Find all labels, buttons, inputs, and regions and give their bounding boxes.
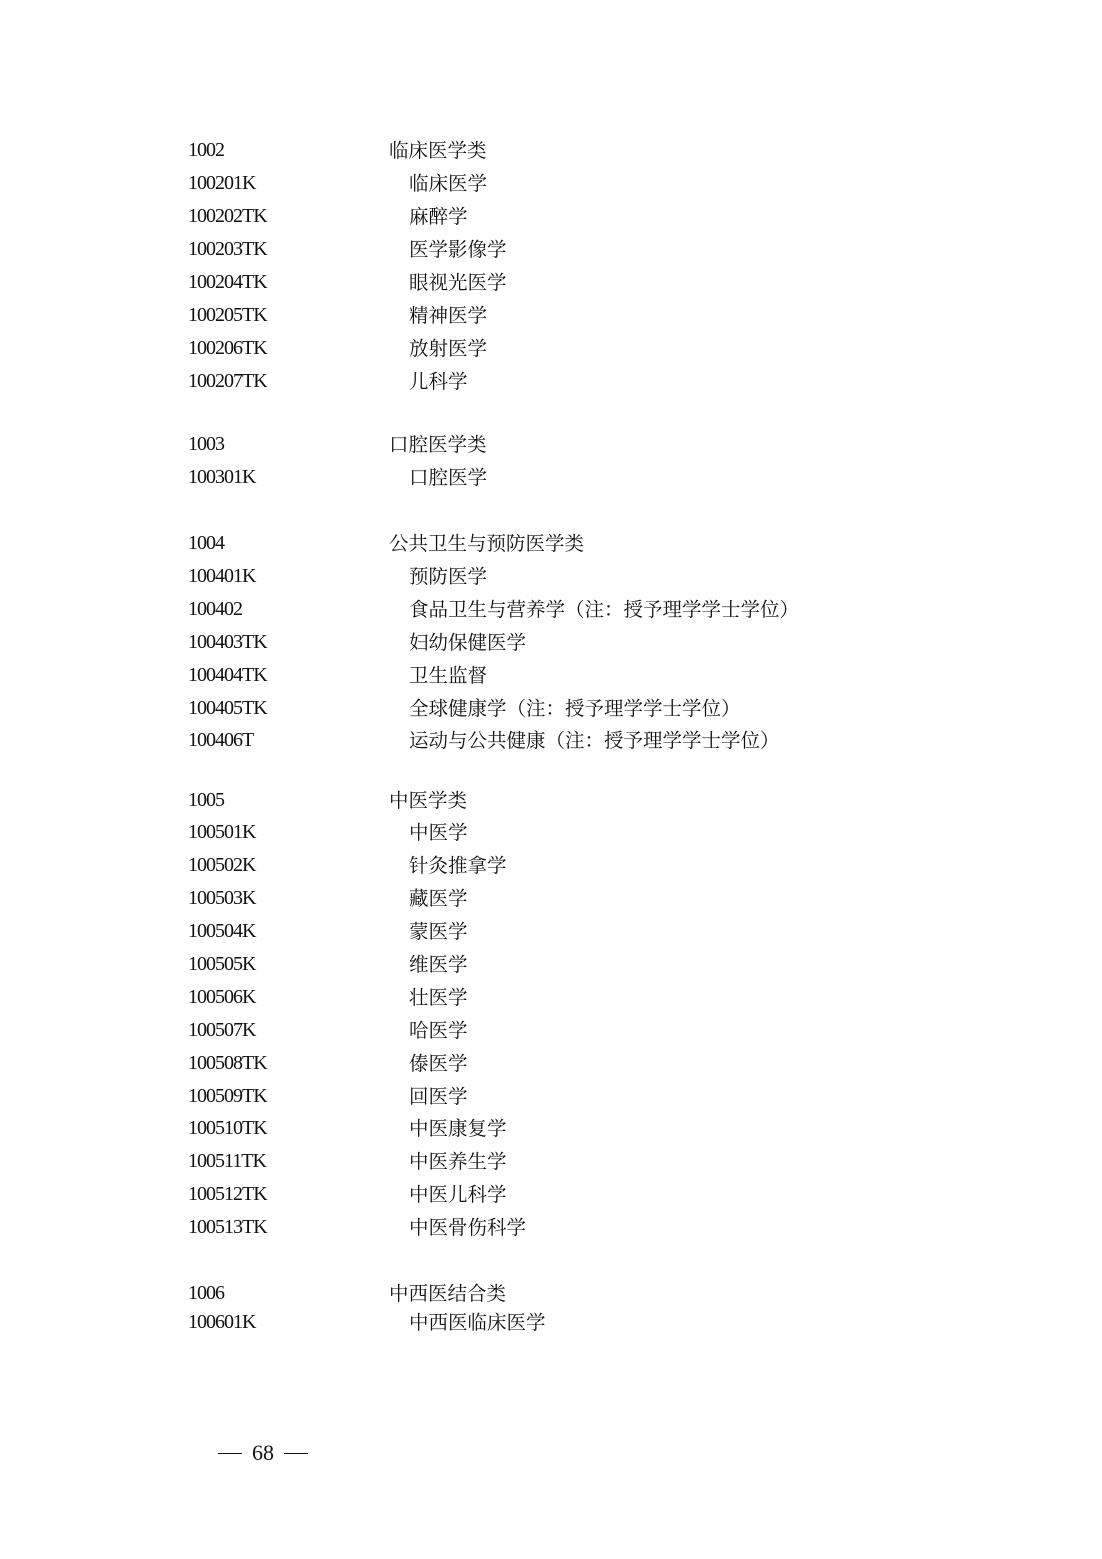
major-name: 傣医学 bbox=[409, 1052, 468, 1075]
major-row bbox=[0, 626, 1102, 659]
major-name: 壮医学 bbox=[409, 986, 468, 1009]
category-row bbox=[0, 784, 1102, 817]
page-number-text: 68 bbox=[252, 1440, 274, 1465]
major-code: 100301K bbox=[188, 466, 256, 488]
major-code: 100203TK bbox=[188, 238, 267, 260]
major-code: 100506K bbox=[188, 986, 256, 1008]
major-name: 儿科学 bbox=[409, 370, 468, 393]
major-row bbox=[0, 200, 1102, 233]
dash-right bbox=[284, 1453, 308, 1454]
major-code: 100507K bbox=[188, 1019, 256, 1041]
major-code: 100404TK bbox=[188, 664, 267, 686]
major-row bbox=[0, 1014, 1102, 1047]
major-name: 中医康复学 bbox=[409, 1117, 507, 1140]
major-name: 中医骨伤科学 bbox=[409, 1216, 527, 1239]
major-row bbox=[0, 593, 1102, 626]
major-row bbox=[0, 299, 1102, 332]
major-name: 维医学 bbox=[409, 953, 468, 976]
major-row bbox=[0, 948, 1102, 981]
major-code: 100509TK bbox=[188, 1085, 267, 1107]
category-name: 中西医结合类 bbox=[389, 1282, 507, 1305]
major-name: 预防医学 bbox=[409, 565, 488, 588]
major-row bbox=[0, 981, 1102, 1014]
major-name: 运动与公共健康（注：授予理学学士学位） bbox=[409, 729, 780, 752]
major-name: 食品卫生与营养学（注：授予理学学士学位） bbox=[409, 598, 800, 621]
major-name: 蒙医学 bbox=[409, 920, 468, 943]
major-name: 中西医临床医学 bbox=[409, 1311, 546, 1334]
major-code: 100202TK bbox=[188, 205, 267, 227]
major-code: 100511TK bbox=[188, 1150, 266, 1172]
major-code: 100501K bbox=[188, 821, 256, 843]
major-row bbox=[0, 1306, 1102, 1339]
major-code: 100503K bbox=[188, 887, 256, 909]
major-code: 100207TK bbox=[188, 370, 267, 392]
major-name: 放射医学 bbox=[409, 337, 488, 360]
major-name: 中医儿科学 bbox=[409, 1183, 507, 1206]
major-code: 1002 bbox=[188, 139, 224, 161]
major-row bbox=[0, 1145, 1102, 1178]
major-row bbox=[0, 461, 1102, 494]
major-row bbox=[0, 233, 1102, 266]
major-code: 100405TK bbox=[188, 697, 267, 719]
major-row bbox=[0, 560, 1102, 593]
major-name: 医学影像学 bbox=[409, 238, 507, 261]
category-row bbox=[0, 134, 1102, 167]
major-row bbox=[0, 849, 1102, 882]
major-code: 100406T bbox=[188, 729, 254, 751]
dash-left bbox=[218, 1453, 242, 1454]
major-row bbox=[0, 659, 1102, 692]
major-name: 中医学 bbox=[409, 821, 468, 844]
category-name: 中医学类 bbox=[389, 789, 468, 812]
major-code: 100205TK bbox=[188, 304, 267, 326]
major-name: 眼视光医学 bbox=[409, 271, 507, 294]
major-code: 100510TK bbox=[188, 1117, 267, 1139]
major-code: 100401K bbox=[188, 565, 256, 587]
major-name: 临床医学 bbox=[409, 172, 488, 195]
major-row bbox=[0, 692, 1102, 725]
major-code: 100512TK bbox=[188, 1183, 267, 1205]
page-number bbox=[208, 1437, 318, 1469]
major-row bbox=[0, 1178, 1102, 1211]
major-name: 回医学 bbox=[409, 1085, 468, 1108]
major-code: 100502K bbox=[188, 854, 256, 876]
major-code: 100201K bbox=[188, 172, 256, 194]
category-name: 口腔医学类 bbox=[389, 433, 487, 456]
major-row bbox=[0, 266, 1102, 299]
major-row bbox=[0, 332, 1102, 365]
major-row bbox=[0, 365, 1102, 398]
category-row bbox=[0, 428, 1102, 461]
major-code: 1005 bbox=[188, 789, 224, 811]
major-name: 妇幼保健医学 bbox=[409, 631, 527, 654]
major-row bbox=[0, 1080, 1102, 1113]
category-name: 临床医学类 bbox=[389, 139, 487, 162]
major-name: 中医养生学 bbox=[409, 1150, 507, 1173]
major-name: 藏医学 bbox=[409, 887, 468, 910]
major-code: 100204TK bbox=[188, 271, 267, 293]
major-name: 麻醉学 bbox=[409, 205, 468, 228]
major-code: 100505K bbox=[188, 953, 256, 975]
major-code: 1006 bbox=[188, 1282, 224, 1304]
major-code: 1004 bbox=[188, 532, 224, 554]
major-name: 针灸推拿学 bbox=[409, 854, 507, 877]
major-code: 100508TK bbox=[188, 1052, 267, 1074]
major-code: 100513TK bbox=[188, 1216, 267, 1238]
major-row bbox=[0, 1047, 1102, 1080]
major-code: 100402 bbox=[188, 598, 242, 620]
major-row bbox=[0, 915, 1102, 948]
major-name: 全球健康学（注：授予理学学士学位） bbox=[409, 697, 741, 720]
major-row bbox=[0, 816, 1102, 849]
major-row bbox=[0, 882, 1102, 915]
major-code: 100601K bbox=[188, 1311, 256, 1333]
major-name: 卫生监督 bbox=[409, 664, 488, 687]
major-row bbox=[0, 724, 1102, 757]
major-name: 精神医学 bbox=[409, 304, 488, 327]
major-row bbox=[0, 167, 1102, 200]
major-code: 100504K bbox=[188, 920, 256, 942]
category-row bbox=[0, 527, 1102, 560]
major-code: 100206TK bbox=[188, 337, 267, 359]
major-row bbox=[0, 1211, 1102, 1244]
major-code: 1003 bbox=[188, 433, 224, 455]
major-code: 100403TK bbox=[188, 631, 267, 653]
major-name: 口腔医学 bbox=[409, 466, 488, 489]
major-row bbox=[0, 1112, 1102, 1145]
major-name: 哈医学 bbox=[409, 1019, 468, 1042]
category-name: 公共卫生与预防医学类 bbox=[389, 532, 585, 555]
